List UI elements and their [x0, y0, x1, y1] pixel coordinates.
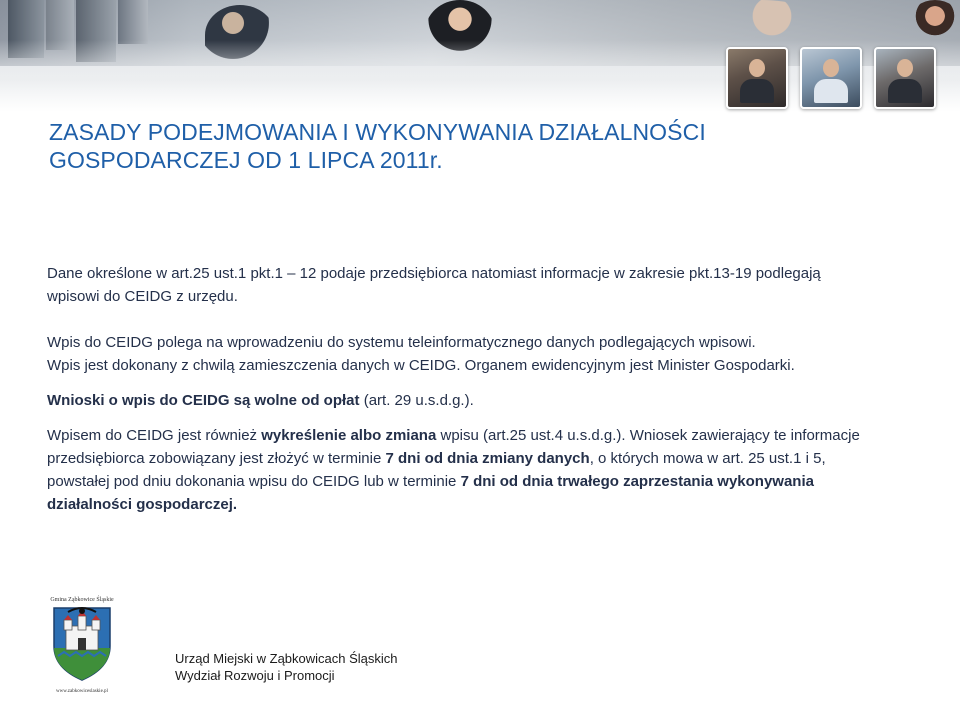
photo-thumbnails — [726, 47, 936, 109]
bold-text: Wnioski o wpis do CEIDG są wolne od opłat — [47, 392, 360, 409]
paragraph — [47, 389, 937, 412]
photo-thumbnail — [874, 47, 936, 109]
paragraph — [47, 424, 937, 516]
banner-person — [910, 0, 960, 40]
slide-title-line: ZASADY PODEJMOWANIA I WYKONYWANIA DZIAŁALNOŚCI — [49, 119, 706, 145]
crest-url: www.zabkowiceslaskie.pl — [56, 689, 108, 694]
paragraph-text: przedsiębiorca zobowiązany jest złożyć w terminie — [47, 450, 386, 467]
slide-body — [47, 262, 937, 516]
paragraph-text: (art. 29 u.s.d.g.). — [359, 392, 474, 409]
crest-caption: Gmina Ząbkowice Śląskie — [50, 597, 114, 603]
paragraph-text: Wpisem do CEIDG jest również — [47, 427, 262, 444]
paragraph-text: , o których mowa w art. 25 ust.1 i 5, — [589, 450, 826, 467]
paragraph — [47, 331, 937, 377]
banner-building — [118, 0, 148, 44]
footer-line: Wydział Rozwoju i Promocji — [175, 668, 335, 683]
bold-text: 7 dni od dnia zmiany danych — [385, 450, 590, 467]
paragraph-text: wpisu (art.25 ust.4 u.s.d.g.). Wniosek zawierający te informacje — [436, 427, 860, 444]
paragraph-line: Wpis do CEIDG polega na wprowadzeniu do systemu teleinformatycznego danych podlegających wpisowi. — [47, 334, 756, 351]
paragraph-line: wpisowi do CEIDG z urzędu. — [47, 288, 238, 305]
paragraph-line: Dane określone w art.25 ust.1 pkt.1 – 12 podaje przedsiębiorca natomiast informacje w zakresie pkt.13-19 podlegają — [47, 265, 821, 282]
bold-text: działalności gospodarczej. — [47, 496, 238, 513]
slide-title — [49, 118, 769, 174]
paragraph-text: powstałej pod dniu dokonania wpisu do CEIDG lub w terminie — [47, 473, 461, 490]
photo-thumbnail — [800, 47, 862, 109]
banner-person — [700, 0, 820, 40]
paragraph-line: Wpis jest dokonany z chwilą zamieszczenia danych w CEIDG. Organem ewidencyjnym jest Minister Gospodarki. — [47, 357, 795, 374]
municipality-crest — [44, 596, 120, 692]
bold-text: 7 dni od dnia trwałego zaprzestania wykonywania — [460, 473, 814, 490]
crest-icon — [44, 604, 120, 682]
paragraph — [47, 262, 937, 308]
slide-title-line: GOSPODARCZEJ OD 1 LIPCA 2011r. — [49, 147, 443, 173]
footer-organization — [175, 650, 398, 684]
bold-text: wykreślenie albo zmiana — [261, 427, 437, 444]
photo-thumbnail — [726, 47, 788, 109]
footer-line: Urząd Miejski w Ząbkowicach Śląskich — [175, 651, 398, 666]
